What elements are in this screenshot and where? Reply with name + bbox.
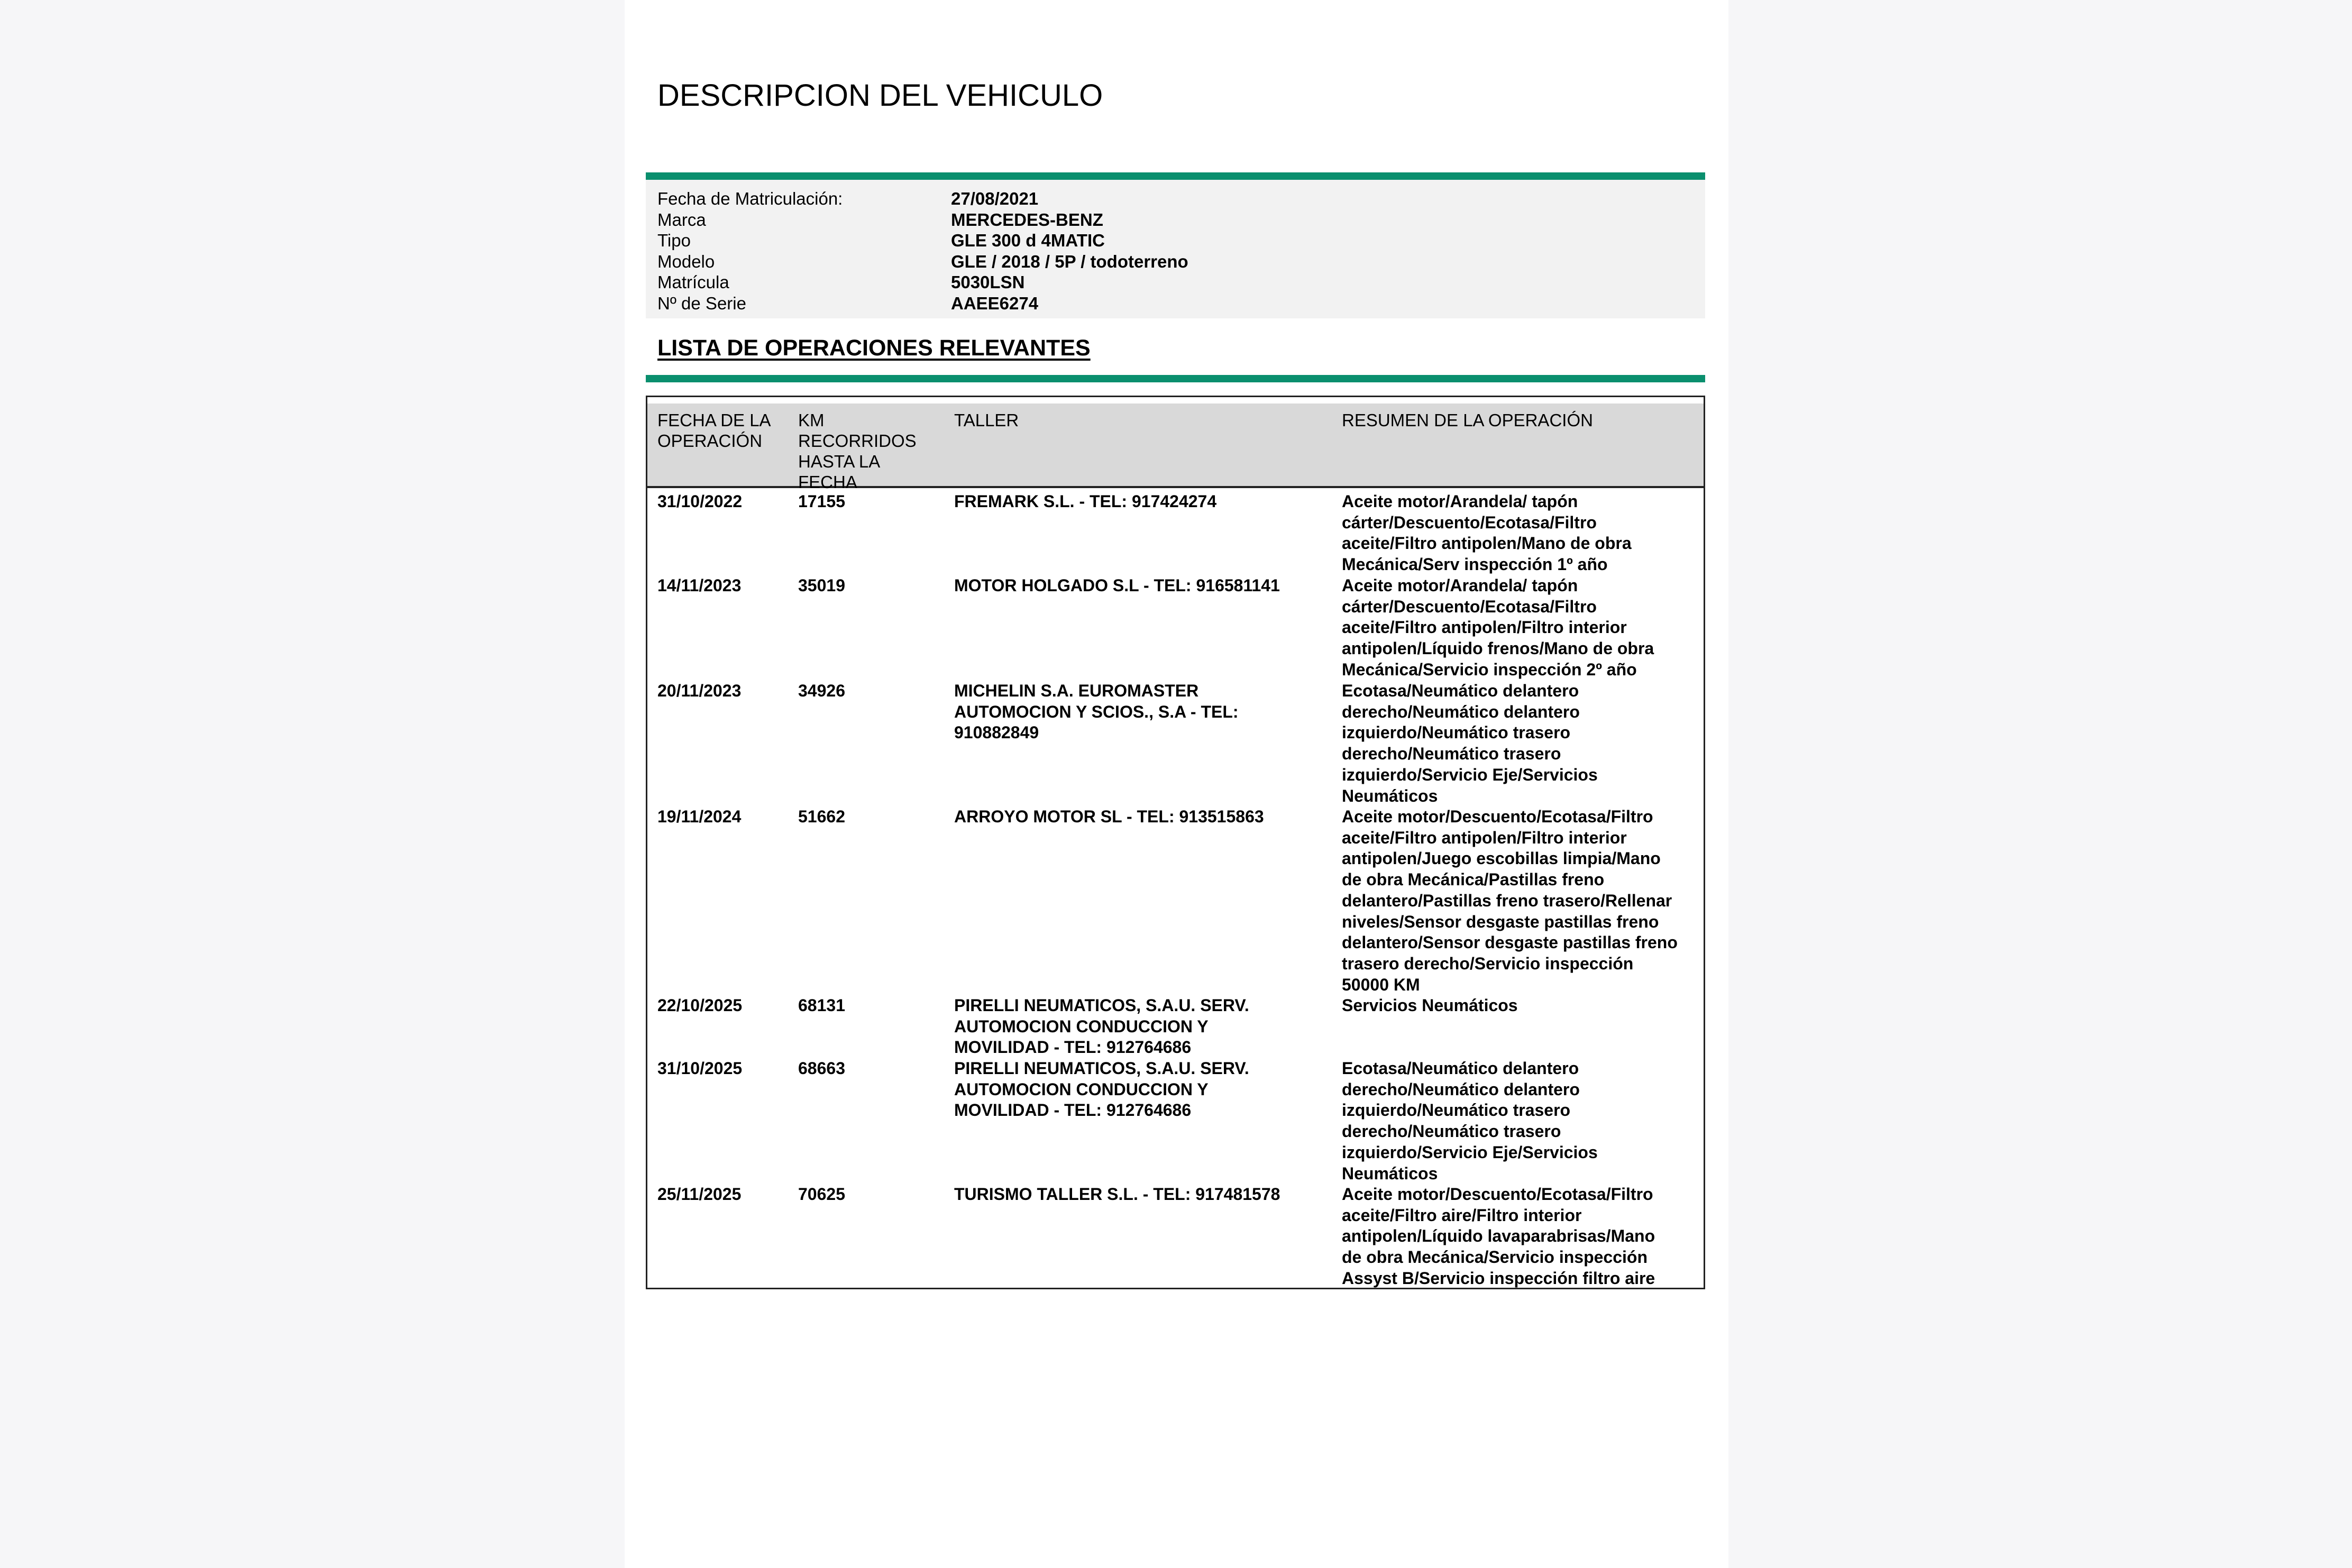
- cell-line: MOTOR HOLGADO S.L - TEL: 916581141: [954, 576, 1280, 595]
- cell-line: PIRELLI NEUMATICOS, S.A.U. SERV.: [954, 1059, 1249, 1078]
- cell-km: 17155: [798, 492, 845, 511]
- cell-line: derecho/Neumático delantero: [1342, 702, 1580, 721]
- header-resumen: [1342, 410, 1701, 430]
- header-km: [798, 410, 936, 492]
- cell-taller: [954, 575, 1324, 597]
- cell-km: 68131: [798, 996, 845, 1015]
- cell-resumen: [1342, 681, 1701, 806]
- operations-section-title: LISTA DE OPERACIONES RELEVANTES: [657, 335, 1091, 361]
- cell-date: 31/10/2022: [657, 492, 743, 511]
- cell-line: Aceite motor/Descuento/Ecotasa/Filtro: [1342, 807, 1653, 826]
- header-date: [657, 410, 790, 451]
- field-value: 5030LSN: [951, 272, 1025, 292]
- cell-km: 68663: [798, 1059, 845, 1078]
- cell-line: MICHELIN S.A. EUROMASTER: [954, 681, 1199, 700]
- cell-line: TURISMO TALLER S.L. - TEL: 917481578: [954, 1185, 1280, 1204]
- document-title: DESCRIPCION DEL VEHICULO: [657, 78, 1103, 113]
- cell-taller: [954, 491, 1324, 512]
- cell-km: 34926: [798, 681, 845, 700]
- cell-line: cárter/Descuento/Ecotasa/Filtro: [1342, 512, 1597, 532]
- cell-line: Aceite motor/Arandela/ tapón: [1342, 492, 1578, 511]
- cell-line: de obra Mecánica/Servicio inspección: [1342, 1248, 1648, 1267]
- field-value: GLE / 2018 / 5P / todoterreno: [951, 252, 1188, 271]
- cell-line: antipolen/Líquido lavaparabrisas/Mano: [1342, 1226, 1655, 1246]
- section-divider: [646, 172, 1705, 180]
- cell-taller: [954, 1184, 1324, 1205]
- header-line: RECORRIDOS: [798, 431, 917, 451]
- cell-line: AUTOMOCION CONDUCCION Y: [954, 1016, 1209, 1036]
- cell-taller: [954, 681, 1324, 744]
- cell-resumen: [1342, 806, 1701, 995]
- cell-line: de obra Mecánica/Pastillas freno: [1342, 870, 1605, 890]
- cell-line: antipolen/Líquido frenos/Mano de obra: [1342, 639, 1654, 658]
- cell-line: AUTOMOCION CONDUCCION Y: [954, 1079, 1209, 1099]
- header-taller: [954, 410, 1324, 430]
- field-value: MERCEDES-BENZ: [951, 210, 1103, 230]
- cell-line: aceite/Filtro antipolen/Filtro interior: [1342, 828, 1627, 847]
- document-page: [625, 0, 1728, 1568]
- field-label: Nº de Serie: [657, 294, 746, 313]
- cell-resumen: [1342, 491, 1701, 575]
- cell-line: Mecánica/Servicio inspección 2º año: [1342, 659, 1637, 679]
- cell-line: trasero derecho/Servicio inspección: [1342, 953, 1634, 973]
- cell-taller: [954, 1058, 1324, 1121]
- cell-line: Assyst B/Servicio inspección filtro aire: [1342, 1268, 1655, 1288]
- cell-line: Ecotasa/Neumático delantero: [1342, 1059, 1579, 1078]
- cell-line: izquierdo/Neumático trasero: [1342, 1101, 1571, 1120]
- cell-resumen: [1342, 1058, 1701, 1184]
- table-header: [647, 404, 1704, 492]
- cell-line: aceite/Filtro antipolen/Mano de obra: [1342, 534, 1632, 553]
- cell-date: 31/10/2025: [657, 1059, 743, 1078]
- vehicle-details: [646, 180, 1705, 318]
- cell-line: Ecotasa/Neumático delantero: [1342, 681, 1579, 700]
- cell-line: Aceite motor/Arandela/ tapón: [1342, 576, 1578, 595]
- cell-resumen: [1342, 1184, 1701, 1289]
- header-line: OPERACIÓN: [657, 431, 763, 451]
- cell-line: PIRELLI NEUMATICOS, S.A.U. SERV.: [954, 996, 1249, 1015]
- cell-line: derecho/Neumático delantero: [1342, 1079, 1580, 1099]
- cell-line: niveles/Sensor desgaste pastillas freno: [1342, 912, 1659, 931]
- header-line: FECHA: [798, 472, 857, 492]
- cell-line: izquierdo/Neumático trasero: [1342, 723, 1571, 742]
- cell-line: Aceite motor/Descuento/Ecotasa/Filtro: [1342, 1185, 1653, 1204]
- cell-line: 910882849: [954, 723, 1039, 742]
- cell-date: 20/11/2023: [657, 681, 742, 700]
- header-line: KM: [798, 410, 825, 430]
- cell-line: Servicios Neumáticos: [1342, 996, 1518, 1015]
- cell-line: aceite/Filtro aire/Filtro interior: [1342, 1205, 1582, 1225]
- field-label: Modelo: [657, 252, 715, 271]
- cell-taller: [954, 995, 1324, 1058]
- cell-line: antipolen/Juego escobillas limpia/Mano: [1342, 849, 1661, 868]
- cell-resumen: [1342, 995, 1701, 1016]
- cell-line: 50000 KM: [1342, 975, 1420, 994]
- field-label: Tipo: [657, 231, 691, 250]
- cell-km: 70625: [798, 1185, 845, 1204]
- header-line: TALLER: [954, 410, 1019, 430]
- cell-line: delantero/Sensor desgaste pastillas freno: [1342, 933, 1678, 952]
- cell-line: delantero/Pastillas freno trasero/Rellenar: [1342, 891, 1672, 910]
- cell-km: 35019: [798, 576, 845, 595]
- cell-date: 25/11/2025: [657, 1185, 742, 1204]
- field-value: GLE 300 d 4MATIC: [951, 231, 1105, 250]
- cell-taller: [954, 806, 1324, 828]
- header-line: HASTA LA: [798, 452, 881, 471]
- cell-line: cárter/Descuento/Ecotasa/Filtro: [1342, 597, 1597, 616]
- cell-line: derecho/Neumático trasero: [1342, 744, 1561, 764]
- cell-line: Mecánica/Serv inspección 1º año: [1342, 555, 1608, 574]
- cell-line: aceite/Filtro antipolen/Filtro interior: [1342, 618, 1627, 637]
- section-divider: [646, 375, 1705, 382]
- cell-line: MOVILIDAD - TEL: 912764686: [954, 1038, 1192, 1057]
- cell-line: Neumáticos: [1342, 786, 1438, 805]
- field-label: Matrícula: [657, 272, 729, 292]
- cell-date: 19/11/2024: [657, 807, 742, 826]
- operations-table: [646, 396, 1705, 1289]
- cell-line: derecho/Neumático trasero: [1342, 1122, 1561, 1141]
- cell-line: ARROYO MOTOR SL - TEL: 913515863: [954, 807, 1264, 826]
- header-line: FECHA DE LA: [657, 410, 771, 430]
- cell-line: MOVILIDAD - TEL: 912764686: [954, 1101, 1192, 1120]
- cell-date: 22/10/2025: [657, 996, 743, 1015]
- cell-line: AUTOMOCION Y SCIOS., S.A - TEL:: [954, 702, 1239, 721]
- field-label: Marca: [657, 210, 706, 230]
- header-line: RESUMEN DE LA OPERACIÓN: [1342, 410, 1593, 430]
- cell-km: 51662: [798, 807, 845, 826]
- cell-line: FREMARK S.L. - TEL: 917424274: [954, 492, 1217, 511]
- cell-date: 14/11/2023: [657, 576, 742, 595]
- cell-line: izquierdo/Servicio Eje/Servicios: [1342, 765, 1598, 784]
- cell-line: Neumáticos: [1342, 1163, 1438, 1183]
- field-label: Fecha de Matriculación:: [657, 189, 843, 208]
- cell-resumen: [1342, 575, 1701, 681]
- field-value: AAEE6274: [951, 294, 1039, 313]
- field-value: 27/08/2021: [951, 189, 1039, 208]
- cell-line: izquierdo/Servicio Eje/Servicios: [1342, 1142, 1598, 1162]
